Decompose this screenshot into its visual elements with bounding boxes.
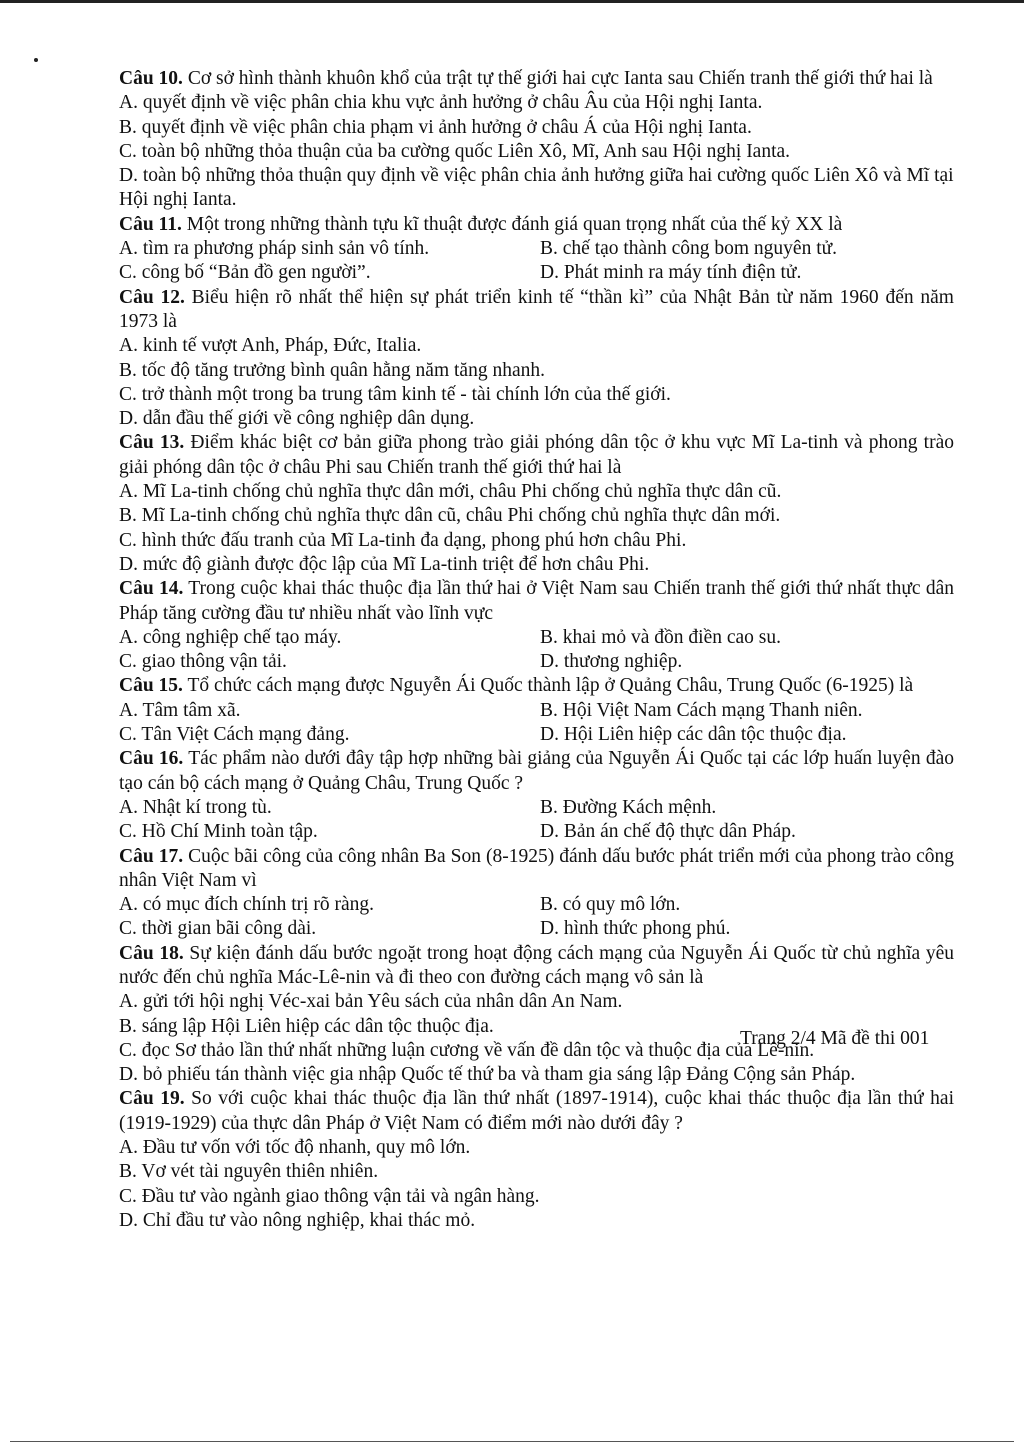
answer-option-a: A. tìm ra phương pháp sinh sản vô tính.	[119, 238, 430, 260]
question-number: Câu 15.	[119, 675, 183, 697]
question-17	[119, 845, 954, 942]
answer-option-d: D. hình thức phong phú.	[540, 918, 731, 940]
answer-option-d: D. Hội Liên hiệp các dân tộc thuộc địa.	[540, 724, 847, 746]
answer-option-a: A. Nhật kí trong tù.	[119, 796, 272, 818]
question-16	[119, 747, 954, 844]
answer-option-b: B. Vơ vét tài nguyên thiên nhiên.	[119, 1161, 379, 1183]
page-footer: Trang 2/4 Mã đề thi 001	[740, 1028, 930, 1049]
answer-option-b: B. Mĩ La-tinh chống chủ nghĩa thực dân cũ, châu Phi chống chủ nghĩa thực dân mới.	[119, 505, 781, 527]
question-number: Câu 18.	[119, 942, 184, 964]
question-stem	[119, 1087, 954, 1136]
question-11	[119, 213, 954, 286]
answer-option-c: C. giao thông vận tải.	[119, 651, 287, 673]
answer-option-a: A. Tâm tâm xã.	[119, 699, 241, 721]
answer-option-c: C. thời gian bãi công dài.	[119, 918, 317, 940]
question-text: Sự kiện đánh dấu bước ngoặt trong hoạt động cách mạng của Nguyễn Ái Quốc từ chủ nghĩa yêu nước đến chủ nghĩa Mác-Lê-nin và đi theo con đường cách mạng vô sản là	[119, 942, 954, 988]
question-number: Câu 19.	[119, 1088, 185, 1110]
answer-options	[119, 626, 954, 675]
answer-options	[119, 1136, 954, 1233]
answer-option-c: C. toàn bộ những thỏa thuận của ba cường quốc Liên Xô, Mĩ, Anh sau Hội nghị Ianta.	[119, 140, 791, 162]
question-stem	[119, 674, 954, 698]
answer-option-d: D. Chỉ đầu tư vào nông nghiệp, khai thác mỏ.	[119, 1209, 476, 1231]
answer-options	[119, 334, 954, 431]
scan-speck	[34, 58, 38, 62]
answer-option-d: D. Bản án chế độ thực dân Pháp.	[540, 821, 796, 843]
question-18	[119, 942, 954, 1088]
question-14	[119, 577, 954, 674]
question-stem	[119, 286, 954, 335]
answer-option-a: A. công nghiệp chế tạo máy.	[119, 626, 342, 648]
question-number: Câu 12.	[119, 286, 185, 308]
page-bottom-edge	[10, 1441, 1014, 1442]
question-text: Tổ chức cách mạng được Nguyễn Ái Quốc thành lập ở Quảng Châu, Trung Quốc (6-1925) là	[182, 675, 914, 697]
answer-option-b: B. chế tạo thành công bom nguyên tử.	[540, 238, 838, 260]
answer-option-b: B. khai mỏ và đồn điền cao su.	[540, 626, 781, 648]
question-number: Câu 14.	[119, 578, 184, 600]
answer-option-d: D. bỏ phiếu tán thành việc gia nhập Quốc tế thứ ba và tham gia sáng lập Đảng Cộng sản Pháp.	[119, 1064, 856, 1086]
question-10	[119, 67, 954, 213]
answer-option-a: A. Mĩ La-tinh chống chủ nghĩa thực dân mới, châu Phi chống chủ nghĩa thực dân cũ.	[119, 481, 782, 503]
answer-option-d: D. thương nghiệp.	[540, 651, 683, 673]
question-stem	[119, 845, 954, 894]
question-15	[119, 674, 954, 747]
answer-option-c: C. hình thức đấu tranh của Mĩ La-tinh đa dạng, phong phú hơn châu Phi.	[119, 529, 687, 551]
question-text: Điểm khác biệt cơ bản giữa phong trào giải phóng dân tộc ở khu vực Mĩ La-tinh và phong trào giải phóng dân tộc ở châu Phi sau Chiến tranh thế giới thứ hai là	[119, 432, 954, 478]
exam-questions	[119, 67, 954, 1233]
question-number: Câu 17.	[119, 845, 184, 867]
answer-option-a: A. kinh tế vượt Anh, Pháp, Đức, Italia.	[119, 335, 422, 357]
answer-option-a: A. gửi tới hội nghị Véc-xai bản Yêu sách của nhân dân An Nam.	[119, 991, 623, 1013]
answer-options	[119, 893, 954, 942]
answer-option-c: C. Hồ Chí Minh toàn tập.	[119, 821, 318, 843]
question-number: Câu 10.	[119, 68, 183, 89]
answer-options	[119, 699, 954, 748]
question-stem	[119, 942, 954, 991]
answer-option-c: C. Tân Việt Cách mạng đảng.	[119, 724, 350, 746]
question-text: Một trong những thành tựu kĩ thuật được đánh giá quan trọng nhất của thế kỷ XX là	[181, 213, 843, 235]
answer-options	[119, 91, 954, 212]
answer-option-d: D. Phát minh ra máy tính điện tử.	[540, 262, 802, 284]
answer-option-c: C. Đầu tư vào ngành giao thông vận tải và ngân hàng.	[119, 1185, 540, 1207]
question-text: Cơ sở hình thành khuôn khổ của trật tự thế giới hai cực Ianta sau Chiến tranh thế giới thứ hai là	[182, 68, 933, 89]
question-number: Câu 13.	[119, 432, 185, 454]
question-text: Cuộc bãi công của công nhân Ba Son (8-1925) đánh dấu bước phát triển mới của phong trào công nhân Việt Nam vì	[119, 845, 954, 891]
answer-option-b: B. Hội Việt Nam Cách mạng Thanh niên.	[540, 699, 863, 721]
question-number: Câu 11.	[119, 213, 182, 235]
question-text: So với cuộc khai thác thuộc địa lần thứ nhất (1897-1914), cuộc khai thác thuộc địa lần thứ hai (1919-1929) của thực dân Pháp ở Việt Nam có điểm mới nào dưới đây ?	[119, 1088, 954, 1134]
question-stem	[119, 67, 954, 91]
question-stem	[119, 747, 954, 796]
answer-option-d: D. mức độ giành được độc lập của Mĩ La-tinh triệt để hơn châu Phi.	[119, 553, 650, 575]
answer-option-b: B. quyết định về việc phân chia phạm vi ảnh hưởng ở châu Á của Hội nghị Ianta.	[119, 116, 752, 138]
answer-option-b: B. có quy mô lớn.	[540, 894, 681, 916]
question-12	[119, 286, 954, 432]
answer-options	[119, 480, 954, 577]
question-13	[119, 431, 954, 577]
answer-option-d: D. toàn bộ những thỏa thuận quy định về việc phân chia ảnh hưởng giữa hai cường quốc Liên Xô và Mĩ tại Hội nghị Ianta.	[119, 165, 954, 211]
answer-option-c: C. trở thành một trong ba trung tâm kinh tế - tài chính lớn của thế giới.	[119, 383, 671, 405]
answer-option-b: B. tốc độ tăng trưởng bình quân hằng năm tăng nhanh.	[119, 359, 545, 381]
answer-option-c: C. công bố “Bản đồ gen người”.	[119, 262, 371, 284]
question-text: Biểu hiện rõ nhất thể hiện sự phát triển kinh tế “thần kì” của Nhật Bản từ năm 1960 đến năm 1973 là	[119, 286, 954, 332]
answer-options	[119, 796, 954, 845]
answer-option-b: B. sáng lập Hội Liên hiệp các dân tộc thuộc địa.	[119, 1015, 494, 1037]
question-stem	[119, 213, 954, 237]
question-stem	[119, 431, 954, 480]
answer-option-a: A. Đầu tư vốn với tốc độ nhanh, quy mô lớn.	[119, 1137, 471, 1159]
answer-options	[119, 237, 954, 286]
question-19	[119, 1087, 954, 1233]
question-stem	[119, 577, 954, 626]
question-text: Trong cuộc khai thác thuộc địa lần thứ hai ở Việt Nam sau Chiến tranh thế giới thứ nhất thực dân Pháp tăng cường đầu tư nhiều nhất vào lĩnh vực	[119, 578, 954, 624]
answer-option-b: B. Đường Kách mệnh.	[540, 796, 717, 818]
answer-option-c: C. đọc Sơ thảo lần thứ nhất những luận cương về vấn đề dân tộc và thuộc địa của Lê-nin.	[119, 1039, 815, 1061]
question-text: Tác phẩm nào dưới đây tập hợp những bài giảng của Nguyễn Ái Quốc tại các lớp huấn luyện đào tạo cán bộ cách mạng ở Quảng Châu, Trung Quốc ?	[119, 748, 954, 794]
answer-option-a: A. quyết định về việc phân chia khu vực ảnh hưởng ở châu Âu của Hội nghị Ianta.	[119, 92, 763, 114]
question-number: Câu 16.	[119, 748, 184, 770]
answer-option-d: D. dẫn đầu thế giới về công nghiệp dân dụng.	[119, 408, 475, 430]
answer-option-a: A. có mục đích chính trị rõ ràng.	[119, 894, 375, 916]
page-top-edge	[0, 0, 1024, 3]
